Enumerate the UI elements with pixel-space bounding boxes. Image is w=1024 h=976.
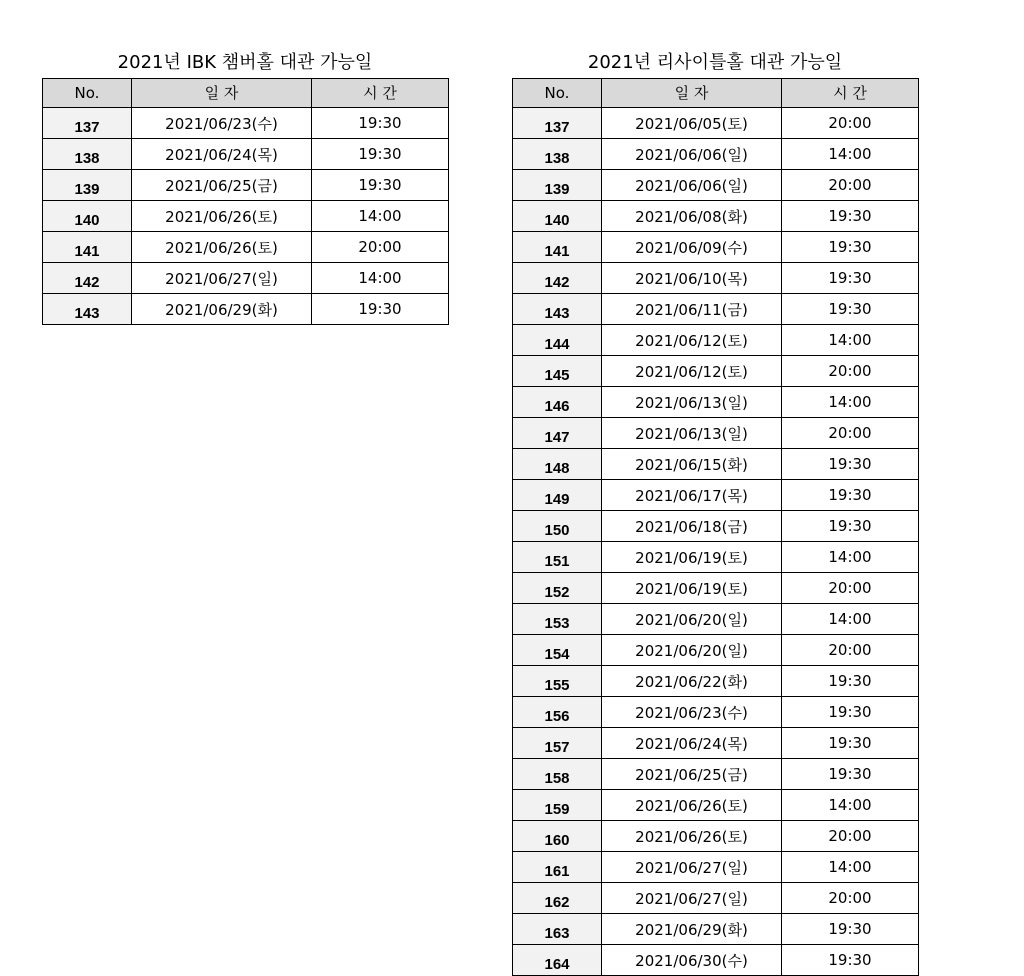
row-time-cell: 14:00 [782, 387, 919, 418]
row-no-cell: 156 [513, 697, 602, 728]
row-no-cell: 143 [43, 294, 132, 325]
row-time-cell: 14:00 [782, 852, 919, 883]
row-time-cell: 20:00 [782, 821, 919, 852]
row-time-cell: 20:00 [782, 356, 919, 387]
row-time-cell: 19:30 [782, 294, 919, 325]
row-no-cell: 145 [513, 356, 602, 387]
row-time-cell: 19:30 [782, 449, 919, 480]
row-no-cell: 149 [513, 480, 602, 511]
table-row [513, 418, 919, 449]
ibk-chamber-hall-section [42, 48, 448, 325]
row-time-cell: 14:00 [782, 542, 919, 573]
row-no-cell: 158 [513, 759, 602, 790]
table-row [513, 139, 919, 170]
row-date-cell: 2021/06/18(금) [602, 511, 782, 542]
row-no-cell: 148 [513, 449, 602, 480]
row-date-cell: 2021/06/26(토) [602, 790, 782, 821]
row-no-cell: 153 [513, 604, 602, 635]
row-date-cell: 2021/06/27(일) [602, 852, 782, 883]
table-row [513, 604, 919, 635]
table-row [513, 914, 919, 945]
table-row [513, 945, 919, 976]
row-date-cell: 2021/06/19(토) [602, 573, 782, 604]
row-time-cell: 20:00 [782, 883, 919, 914]
row-no-cell: 160 [513, 821, 602, 852]
row-date-cell: 2021/06/30(수) [602, 945, 782, 976]
row-no-cell: 141 [513, 232, 602, 263]
recital-table-title: 2021년 리사이틀홀 대관 가능일 [587, 52, 843, 73]
row-date-cell: 2021/06/19(토) [602, 542, 782, 573]
row-time-cell: 20:00 [782, 573, 919, 604]
row-time-cell: 19:30 [782, 759, 919, 790]
table-row [513, 790, 919, 821]
row-no-cell: 138 [513, 139, 602, 170]
table-row [513, 325, 919, 356]
row-date-cell: 2021/06/20(일) [602, 635, 782, 666]
row-time-cell: 19:30 [782, 480, 919, 511]
ibk-header-no: No. [43, 79, 132, 108]
ibk-header-date: 일 자 [132, 79, 312, 108]
row-no-cell: 155 [513, 666, 602, 697]
row-no-cell: 163 [513, 914, 602, 945]
row-date-cell: 2021/06/27(일) [132, 263, 312, 294]
row-time-cell: 19:30 [312, 170, 449, 201]
ibk-table-title: 2021년 IBK 챔버홀 대관 가능일 [117, 52, 373, 73]
row-time-cell: 19:30 [782, 263, 919, 294]
ibk-table-body [43, 108, 449, 325]
row-date-cell: 2021/06/13(일) [602, 418, 782, 449]
row-no-cell: 138 [43, 139, 132, 170]
row-date-cell: 2021/06/23(수) [132, 108, 312, 139]
table-row [513, 511, 919, 542]
row-no-cell: 142 [43, 263, 132, 294]
table-row [513, 356, 919, 387]
table-row [513, 697, 919, 728]
row-time-cell: 14:00 [782, 139, 919, 170]
table-row [513, 759, 919, 790]
table-row [513, 666, 919, 697]
row-no-cell: 146 [513, 387, 602, 418]
row-date-cell: 2021/06/05(토) [602, 108, 782, 139]
ibk-header-time: 시 간 [312, 79, 449, 108]
row-time-cell: 19:30 [312, 139, 449, 170]
row-no-cell: 137 [513, 108, 602, 139]
row-time-cell: 19:30 [782, 914, 919, 945]
table-row [43, 263, 449, 294]
table-row [43, 294, 449, 325]
row-no-cell: 161 [513, 852, 602, 883]
row-date-cell: 2021/06/08(화) [602, 201, 782, 232]
row-time-cell: 20:00 [782, 108, 919, 139]
row-no-cell: 162 [513, 883, 602, 914]
row-date-cell: 2021/06/06(일) [602, 170, 782, 201]
row-time-cell: 14:00 [782, 790, 919, 821]
row-time-cell: 19:30 [782, 232, 919, 263]
row-date-cell: 2021/06/20(일) [602, 604, 782, 635]
row-time-cell: 19:30 [782, 201, 919, 232]
row-time-cell: 20:00 [782, 170, 919, 201]
row-time-cell: 14:00 [312, 201, 449, 232]
row-no-cell: 159 [513, 790, 602, 821]
row-time-cell: 14:00 [312, 263, 449, 294]
table-row [513, 728, 919, 759]
row-date-cell: 2021/06/27(일) [602, 883, 782, 914]
table-row [513, 108, 919, 139]
table-row [513, 449, 919, 480]
row-time-cell: 14:00 [782, 325, 919, 356]
recital-table-body [513, 108, 919, 976]
row-date-cell: 2021/06/29(화) [132, 294, 312, 325]
row-time-cell: 20:00 [782, 418, 919, 449]
row-no-cell: 151 [513, 542, 602, 573]
row-date-cell: 2021/06/25(금) [602, 759, 782, 790]
row-date-cell: 2021/06/24(목) [132, 139, 312, 170]
row-date-cell: 2021/06/26(토) [602, 821, 782, 852]
row-date-cell: 2021/06/23(수) [602, 697, 782, 728]
table-row [513, 170, 919, 201]
row-date-cell: 2021/06/29(화) [602, 914, 782, 945]
recital-availability-table [512, 78, 919, 976]
table-row [43, 170, 449, 201]
row-no-cell: 137 [43, 108, 132, 139]
table-row [513, 294, 919, 325]
row-date-cell: 2021/06/25(금) [132, 170, 312, 201]
row-date-cell: 2021/06/22(화) [602, 666, 782, 697]
row-time-cell: 19:30 [782, 945, 919, 976]
table-row [513, 232, 919, 263]
row-no-cell: 139 [43, 170, 132, 201]
recital-header-time: 시 간 [782, 79, 919, 108]
row-date-cell: 2021/06/13(일) [602, 387, 782, 418]
table-row [513, 883, 919, 914]
row-date-cell: 2021/06/26(토) [132, 201, 312, 232]
recital-header-date: 일 자 [602, 79, 782, 108]
row-no-cell: 154 [513, 635, 602, 666]
row-no-cell: 150 [513, 511, 602, 542]
row-date-cell: 2021/06/26(토) [132, 232, 312, 263]
recital-hall-section [512, 48, 918, 976]
row-no-cell: 139 [513, 170, 602, 201]
row-time-cell: 20:00 [312, 232, 449, 263]
table-row [513, 821, 919, 852]
row-no-cell: 144 [513, 325, 602, 356]
table-row [43, 108, 449, 139]
row-time-cell: 19:30 [312, 294, 449, 325]
recital-header-row [513, 79, 919, 108]
table-row [513, 635, 919, 666]
row-time-cell: 19:30 [782, 511, 919, 542]
row-date-cell: 2021/06/06(일) [602, 139, 782, 170]
ibk-availability-table [42, 78, 449, 325]
row-time-cell: 14:00 [782, 604, 919, 635]
row-time-cell: 19:30 [782, 728, 919, 759]
row-date-cell: 2021/06/09(수) [602, 232, 782, 263]
row-time-cell: 19:30 [782, 666, 919, 697]
row-no-cell: 141 [43, 232, 132, 263]
row-no-cell: 140 [513, 201, 602, 232]
row-no-cell: 157 [513, 728, 602, 759]
table-row [513, 480, 919, 511]
row-date-cell: 2021/06/12(토) [602, 325, 782, 356]
row-no-cell: 140 [43, 201, 132, 232]
table-row [513, 201, 919, 232]
ibk-header-row [43, 79, 449, 108]
row-time-cell: 20:00 [782, 635, 919, 666]
row-time-cell: 19:30 [782, 697, 919, 728]
table-row [513, 852, 919, 883]
row-no-cell: 147 [513, 418, 602, 449]
row-date-cell: 2021/06/17(목) [602, 480, 782, 511]
row-time-cell: 19:30 [312, 108, 449, 139]
row-date-cell: 2021/06/15(화) [602, 449, 782, 480]
row-no-cell: 152 [513, 573, 602, 604]
row-date-cell: 2021/06/12(토) [602, 356, 782, 387]
row-no-cell: 164 [513, 945, 602, 976]
table-row [43, 139, 449, 170]
table-row [513, 387, 919, 418]
table-row [43, 232, 449, 263]
table-row [513, 263, 919, 294]
row-no-cell: 143 [513, 294, 602, 325]
table-row [513, 542, 919, 573]
recital-header-no: No. [513, 79, 602, 108]
row-no-cell: 142 [513, 263, 602, 294]
row-date-cell: 2021/06/11(금) [602, 294, 782, 325]
table-row [43, 201, 449, 232]
row-date-cell: 2021/06/24(목) [602, 728, 782, 759]
table-row [513, 573, 919, 604]
row-date-cell: 2021/06/10(목) [602, 263, 782, 294]
